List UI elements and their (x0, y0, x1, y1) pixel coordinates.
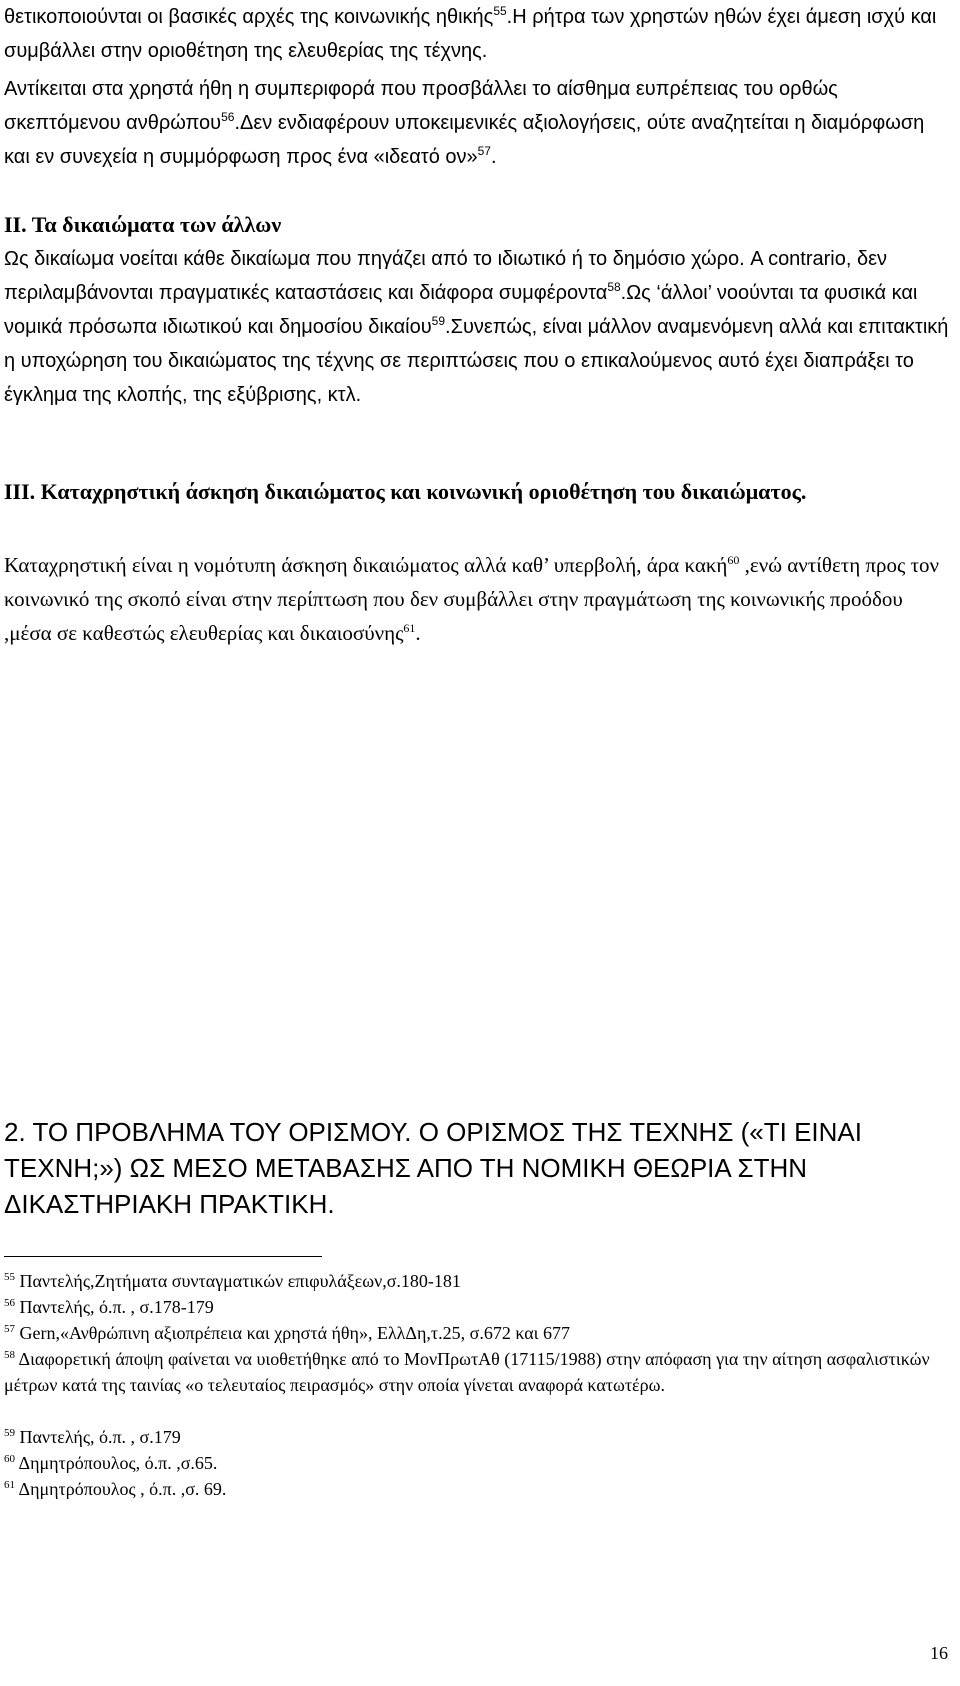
footnote-ref-55[interactable]: 55 (493, 4, 507, 18)
text: .Δεν ενδιαφέρουν υποκειμενικές αξιολογήσεις, ούτε αναζητείται η διαμόρφωση και εν συνεχεία η συμμόρφωση προς ένα «ιδεατό ον» (4, 112, 925, 168)
footnote-text: Διαφορετική άποψη φαίνεται να υιοθετήθηκε από το ΜονΠρωτΑθ (17115/1988) στην απόφαση για την αίτηση ασφαλιστικών μέτρων κατά της ταινίας «ο τελευταίος πειρασμός» στην οποία γίνεται αναφορά κατωτέρω. (4, 1349, 930, 1395)
footnote-ref-56[interactable]: 56 (221, 110, 235, 124)
footnote-number: 57 (4, 1323, 15, 1335)
footnote-ref-59[interactable]: 59 (431, 314, 446, 328)
footnote-59 (4, 1424, 954, 1450)
footnote-number: 58 (4, 1349, 15, 1361)
footnote-number: 61 (4, 1479, 15, 1491)
section-heading-abusive-exercise: ΙΙΙ. Καταχρηστική άσκηση δικαιώματος και κοινωνική οριοθέτηση του δικαιώματος. (4, 479, 807, 504)
paragraph-rights-of-others (4, 242, 954, 412)
text: ,ενώ αντίθετη προς τον κοινωνικό της σκοπό είναι στην περίπτωση που δεν συμβάλλει στην πραγμάτωση της κοινωνικής προόδου ,μέσα σε καθεστώς ελευθερίας και δικαιοσύνης (4, 553, 940, 645)
footnote-number: 55 (4, 1271, 15, 1283)
footnote-number: 59 (4, 1427, 15, 1439)
text: θετικοποιούνται οι βασικές αρχές της κοινωνικής ηθικής (4, 6, 494, 28)
footnote-number: 56 (4, 1297, 15, 1309)
text: Ως δικαίωμα νοείται κάθε δικαίωμα που πηγάζει από το ιδιωτικό ή το δημόσιο χώρο. A contrario, δεν περιλαμβάνονται πραγματικές καταστάσεις και διάφορα συμφέροντα (4, 248, 888, 304)
footnote-55 (4, 1268, 954, 1294)
text: .Η ρήτρα των χρηστών ηθών έχει άμεση ισχύ και συμβάλλει στην οριοθέτηση της ελευθερίας της τέχνης. (4, 6, 937, 62)
footnote-text: Δημητρόπουλος , ό.π. ,σ. 69. (15, 1479, 227, 1499)
text: Αντίκειται στα χρηστά ήθη η συμπεριφορά που προσβάλλει το αίσθημα ευπρέπειας του ορθώς σκεπτόμενου ανθρώπου (4, 78, 838, 134)
footnote-60 (4, 1450, 954, 1476)
text: Καταχρηστική είναι η νομότυπη άσκηση δικαιώματος αλλά καθ’ υπερβολή, άρα κακή (4, 553, 728, 577)
footnote-ref-57[interactable]: 57 (477, 144, 491, 158)
text: .Ως ‘άλλοι’ νοούνται τα φυσικά και νομικά πρόσωπα ιδιωτικού και δημοσίου δικαίου (4, 282, 918, 338)
footnote-57 (4, 1320, 954, 1346)
footnote-number: 60 (4, 1453, 15, 1465)
section-heading-rights-of-others: ΙΙ. Τα δικαιώματα των άλλων (4, 212, 282, 237)
footnote-text: Παντελής,Ζητήματα συνταγματικών επιφυλάξεων,σ.180-181 (15, 1271, 461, 1291)
text: . (415, 621, 421, 645)
footnote-text: Παντελής, ό.π. , σ.178-179 (15, 1297, 214, 1317)
footnote-ref-58[interactable]: 58 (607, 280, 621, 294)
footnote-separator (4, 1256, 322, 1257)
footnote-text: Δημητρόπουλος, ό.π. ,σ.65. (15, 1453, 218, 1473)
footnote-text: Gern,«Ανθρώπινη αξιοπρέπεια και χρηστά ήθη», ΕλλΔη,τ.25, σ.672 και 677 (15, 1323, 571, 1343)
text: . (490, 146, 497, 168)
chapter-heading: 2. ΤΟ ΠΡΟΒΛΗΜΑ ΤΟΥ ΟΡΙΣΜΟΥ. Ο ΟΡΙΣΜΟΣ ΤΗΣ ΤΕΧΝΗΣ («ΤΙ ΕΙΝΑΙ ΤΕΧΝΗ;») ΩΣ ΜΕΣΟ ΜΕΤΑΒΑΣΗΣ ΑΠΟ ΤΗ ΝΟΜΙΚΗ ΘΕΩΡΙΑ ΣΤΗΝ ΔΙΚΑΣΤΗΡΙΑΚΗ ΠΡΑΚΤΙΚΗ. (4, 1117, 862, 1219)
footnote-text: Παντελής, ό.π. , σ.179 (15, 1427, 181, 1447)
footnote-58 (4, 1346, 954, 1398)
paragraph-christa-ithi-intro (4, 0, 954, 68)
page-number: 16 (930, 1643, 948, 1663)
footnote-ref-61[interactable]: 61 (403, 621, 416, 635)
paragraph-christa-ithi-definition (4, 72, 954, 174)
footnote-ref-60[interactable]: 60 (727, 553, 740, 567)
text: .Συνεπώς, είναι μάλλον αναμενόμενη αλλά και επιτακτική η υποχώρηση του δικαιώματος της τέχνης σε περιπτώσεις που ο επικαλούμενος αυτό έχει διαπράξει το έγκλημα της κλοπής, της εξύβρισης, κτλ. (4, 316, 949, 406)
footnote-56 (4, 1294, 954, 1320)
footnote-61 (4, 1476, 954, 1502)
paragraph-abusive-exercise (4, 548, 954, 650)
